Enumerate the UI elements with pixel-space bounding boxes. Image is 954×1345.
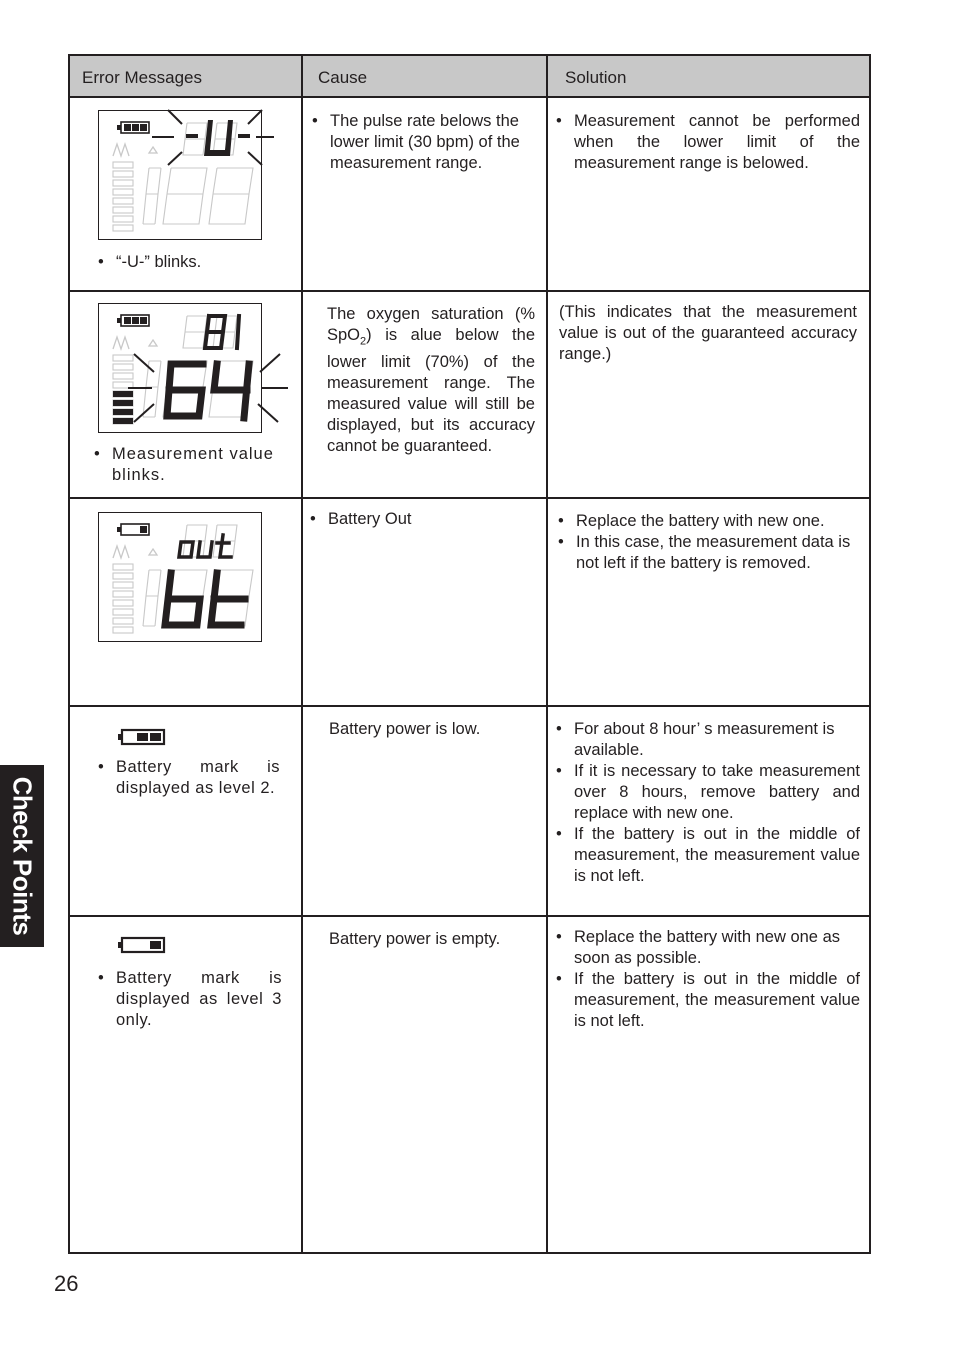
- u-error-blink-icon: [150, 100, 280, 170]
- row-divider: [70, 290, 869, 292]
- bullet: •: [556, 825, 562, 843]
- column-divider: [546, 56, 548, 1252]
- bullet: •: [556, 928, 562, 946]
- bullet: •: [98, 969, 104, 987]
- row-divider: [70, 915, 869, 917]
- cause-text: The oxygen saturation (% SpO: [327, 305, 535, 344]
- note-text: “-U-” blinks.: [116, 253, 202, 271]
- table-header: [70, 56, 869, 98]
- battery-level-3-icon: [117, 935, 167, 955]
- cause-text: Battery Out: [328, 510, 412, 528]
- note-text: Measurement value blinks.: [112, 445, 274, 484]
- row-divider: [70, 497, 869, 499]
- note-text: Battery mark is displayed as level 2.: [116, 758, 280, 797]
- row5-note: [98, 968, 282, 1031]
- bullet: •: [556, 762, 562, 780]
- header-solution: Solution: [565, 68, 627, 87]
- bullet: •: [312, 112, 318, 130]
- row2-cause: [327, 304, 535, 457]
- solution-text: In this case, the measurement data is not left if the battery is removed.: [576, 533, 851, 572]
- measurement-blink-icon: [128, 348, 290, 428]
- row1-cause: [312, 111, 536, 174]
- lcd-display-battery-out: [98, 512, 262, 642]
- bullet: •: [558, 533, 564, 551]
- row2-note: [94, 444, 290, 486]
- header-cause: Cause: [318, 68, 368, 87]
- section-side-tab: [0, 765, 44, 947]
- solution-text: If it is necessary to take measurement over 8 hours, remove battery and replace with new one.: [574, 762, 860, 822]
- row4-note: [98, 757, 280, 799]
- row3-cause: [310, 509, 534, 530]
- battery-level-2-icon: [117, 727, 167, 747]
- cause-text: The pulse rate belows the lower limit (30 bpm) of the measurement range.: [330, 112, 520, 172]
- solution-text: Replace the battery with new one.: [576, 512, 825, 530]
- row1-note: [98, 252, 288, 273]
- bullet: •: [98, 253, 104, 271]
- bullet: •: [98, 758, 104, 776]
- note-text: Battery mark is displayed as level 3 only.: [116, 969, 282, 1029]
- bullet: •: [556, 970, 562, 988]
- row4-solution: [556, 719, 860, 887]
- row3-solution: [558, 511, 862, 574]
- bullet: •: [558, 512, 564, 530]
- solution-text: For about 8 hour’ s measurement is available.: [574, 720, 835, 759]
- solution-text: Replace the battery with new one as soon as possible.: [574, 928, 840, 967]
- column-divider: [301, 56, 303, 1252]
- bullet: •: [556, 112, 562, 130]
- bullet: •: [310, 510, 316, 528]
- row1-solution: [556, 111, 860, 174]
- header-error-messages: Error Messages: [82, 68, 202, 87]
- row5-cause: Battery power is empty.: [329, 930, 501, 948]
- row-divider: [70, 705, 869, 707]
- cause-text-cont: ) is alue below the lower limit (70%) of the measurement range. The measured value will still be displayed, but its accuracy cannot be guaranteed.: [327, 326, 535, 456]
- page-number: 26: [54, 1271, 79, 1296]
- bullet: •: [556, 720, 562, 738]
- bullet: •: [94, 445, 101, 463]
- solution-text: If the battery is out in the middle of measurement, the measurement value is not left.: [574, 970, 860, 1030]
- solution-text: Measurement cannot be performed when the lower limit of the measurement range is belowed.: [574, 112, 860, 172]
- row4-cause: Battery power is low.: [329, 720, 481, 738]
- side-tab-label: Check Points: [7, 776, 38, 936]
- row2-solution: (This indicates that the measurement value is out of the guaranteed accuracy range.): [559, 303, 857, 363]
- solution-text: If the battery is out in the middle of measurement, the measurement value is not left.: [574, 825, 860, 885]
- subscript-2: 2: [360, 335, 367, 348]
- row5-solution: [556, 927, 860, 1032]
